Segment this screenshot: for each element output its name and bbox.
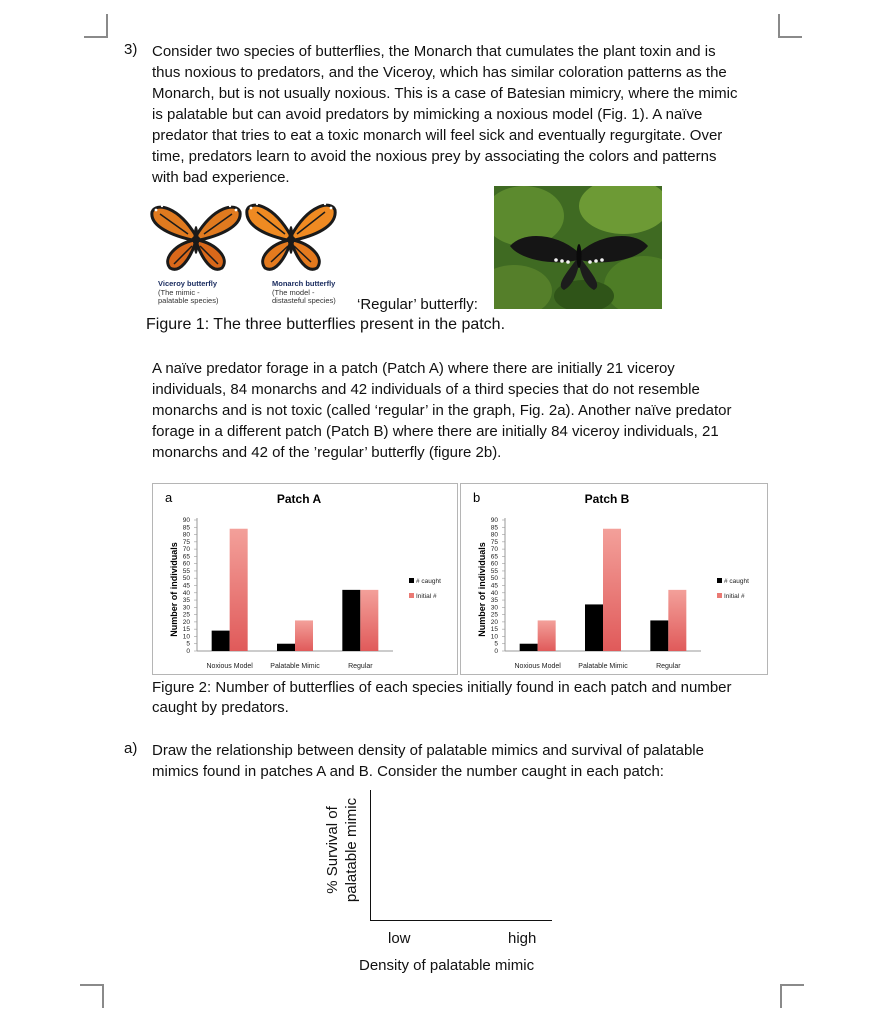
x-tick-label: Regular (348, 663, 373, 670)
viceroy-caption (158, 280, 218, 306)
x-tick-label: Noxious Model (514, 663, 561, 670)
y-tick-label: 85 (490, 524, 498, 532)
y-tick-label: 70 (182, 546, 190, 554)
intro-line: is palatable but can avoid predators by mimicking a noxious model (Fig. 1). A naïve (152, 106, 703, 123)
y-axis-label: Number of individuals (169, 542, 179, 637)
corner-mark-bottom-right (780, 984, 804, 1008)
bar-initial (360, 590, 378, 651)
legend-label: # caught (416, 578, 441, 585)
y-tick-label: 65 (182, 553, 190, 561)
monarch-butterfly-image (243, 196, 339, 276)
y-tick-label: 10 (490, 633, 498, 641)
chart-panel-b (460, 483, 768, 675)
legend-label: Initial # (724, 593, 745, 600)
bar-initial (668, 590, 686, 651)
part-a-label: a) (124, 740, 138, 757)
y-tick-label: 55 (490, 567, 498, 575)
y-tick-label: 55 (182, 567, 190, 575)
y-tick-label: 35 (182, 597, 190, 605)
intro-line: Consider two species of butterflies, the Monarch that cumulates the plant toxin and is (152, 43, 716, 60)
intro-line: Monarch, but is not usually noxious. This is a case of Batesian mimicry, where the mimic (152, 85, 738, 102)
viceroy-subtitle: palatable species) (158, 296, 219, 305)
y-tick-label: 70 (490, 546, 498, 554)
y-tick-label: 75 (182, 538, 190, 546)
figure2-caption-line: caught by predators. (152, 699, 289, 716)
intro-line: time, predators learn to avoid the noxious prey by associating the colors and patterns (152, 148, 717, 165)
x-tick-label: Palatable Mimic (270, 663, 320, 670)
y-tick-label: 15 (182, 626, 190, 634)
figure2-caption (152, 678, 802, 718)
viceroy-butterfly-image (148, 196, 244, 276)
y-tick-label: 20 (490, 618, 498, 626)
monarch-title: Monarch butterfly (272, 279, 336, 288)
drawing-x-axis (370, 920, 552, 921)
bar-caught (585, 604, 603, 651)
intro-line: predator that tries to eat a toxic monarch will feel sick and eventually regurgitate. Over (152, 127, 723, 144)
bar-caught (342, 590, 360, 651)
bar-caught (277, 644, 295, 651)
legend-swatch (717, 578, 722, 583)
bar-caught (520, 644, 538, 651)
chart-a-svg (153, 484, 457, 674)
monarch-subtitle: distasteful species) (272, 296, 336, 305)
y-tick-label: 35 (490, 597, 498, 605)
y-tick-label: 90 (182, 517, 190, 524)
y-tick-label: 5 (186, 640, 190, 648)
y-axis-label: Number of individuals (477, 542, 487, 637)
regular-butterfly-photo (494, 186, 662, 309)
patch-line: individuals, 84 monarchs and 42 individuals of a third species that do not resemble (152, 381, 700, 398)
y-tick-label: 65 (490, 553, 498, 561)
legend-label: Initial # (416, 593, 437, 600)
chart-b-svg (461, 484, 767, 674)
y-tick-label: 40 (490, 589, 498, 597)
x-tick-label: Regular (656, 663, 681, 670)
y-tick-label: 30 (182, 604, 190, 612)
y-tick-label: 45 (490, 582, 498, 590)
legend-label: # caught (724, 578, 749, 585)
chart-panel-a (152, 483, 458, 675)
y-tick-label: 80 (182, 531, 190, 539)
corner-mark-top-right (778, 14, 802, 38)
y-tick-label: 0 (186, 648, 190, 655)
question-number: 3) (124, 41, 138, 58)
corner-mark-top-left (84, 14, 108, 38)
panel-letter: b (473, 490, 481, 505)
intro-line: thus noxious to predators, and the Viceroy, which has similar coloration patterns as the (152, 64, 727, 81)
x-tick-label: Palatable Mimic (578, 663, 628, 670)
y-tick-label: 90 (490, 517, 498, 524)
y-tick-label: 50 (182, 575, 190, 583)
bar-caught (212, 631, 230, 651)
y-tick-label: 5 (494, 640, 498, 648)
y-tick-label: 80 (490, 531, 498, 539)
y-tick-label: 20 (182, 618, 190, 626)
y-tick-label: 40 (182, 589, 190, 597)
y-tick-label: 85 (182, 524, 190, 532)
panel-letter: a (165, 490, 173, 505)
drawing-y-axis (370, 790, 371, 920)
bar-initial (538, 620, 556, 651)
regular-butterfly-label: ‘Regular’ butterfly: (357, 296, 478, 313)
legend-swatch (409, 593, 414, 598)
y-axis-label-line: palatable mimic (343, 797, 360, 903)
bar-initial (295, 620, 313, 651)
part-a-line: Draw the relationship between density of palatable mimics and survival of palatable (152, 742, 704, 759)
viceroy-subtitle: (The mimic - (158, 287, 200, 297)
patch-description (152, 358, 792, 463)
y-tick-label: 25 (182, 611, 190, 619)
y-tick-label: 60 (182, 560, 190, 568)
bar-initial (603, 529, 621, 651)
monarch-caption (272, 280, 336, 306)
x-axis-title: Density of palatable mimic (359, 957, 535, 974)
y-tick-label: 75 (490, 538, 498, 546)
part-a-line: mimics found in patches A and B. Consider the number caught in each patch: (152, 763, 664, 780)
patch-line: forage in a different patch (Patch B) where there are initially 84 viceroy individuals, 21 (152, 423, 719, 440)
chart-title: Patch B (584, 492, 630, 506)
y-tick-label: 0 (494, 648, 498, 655)
x-axis-low-label: low (388, 930, 411, 947)
bar-caught (650, 620, 668, 651)
question-intro (152, 41, 792, 188)
legend-swatch (717, 593, 722, 598)
y-tick-label: 25 (490, 611, 498, 619)
y-tick-label: 10 (182, 633, 190, 641)
y-axis-label-line: % Survival of (324, 806, 341, 894)
patch-line: monarchs and is not toxic (called ‘regular’ in the graph, Fig. 2a). Another naïve predator (152, 402, 732, 419)
chart-title: Patch A (276, 492, 322, 506)
intro-line: with bad experience. (152, 169, 290, 186)
y-tick-label: 60 (490, 560, 498, 568)
figure1-caption: Figure 1: The three butterflies present in the patch. (146, 316, 506, 333)
part-a-text (152, 740, 792, 782)
patch-line: A naïve predator forage in a patch (Patch A) where there are initially 21 viceroy (152, 360, 675, 377)
corner-mark-bottom-left (80, 984, 104, 1008)
bar-initial (230, 529, 248, 651)
x-axis-high-label: high (508, 930, 537, 947)
legend-swatch (409, 578, 414, 583)
patch-line: monarchs and 42 of the ’regular’ butterfly (figure 2b). (152, 444, 502, 461)
y-tick-label: 30 (490, 604, 498, 612)
y-tick-label: 45 (182, 582, 190, 590)
figure2-caption-line: Figure 2: Number of butterflies of each species initially found in each patch and number (152, 679, 732, 696)
drawing-y-axis-label (323, 790, 361, 910)
x-tick-label: Noxious Model (206, 663, 253, 670)
viceroy-title: Viceroy butterfly (158, 279, 218, 288)
y-tick-label: 15 (490, 626, 498, 634)
y-tick-label: 50 (490, 575, 498, 583)
monarch-subtitle: (The model - (272, 287, 315, 297)
